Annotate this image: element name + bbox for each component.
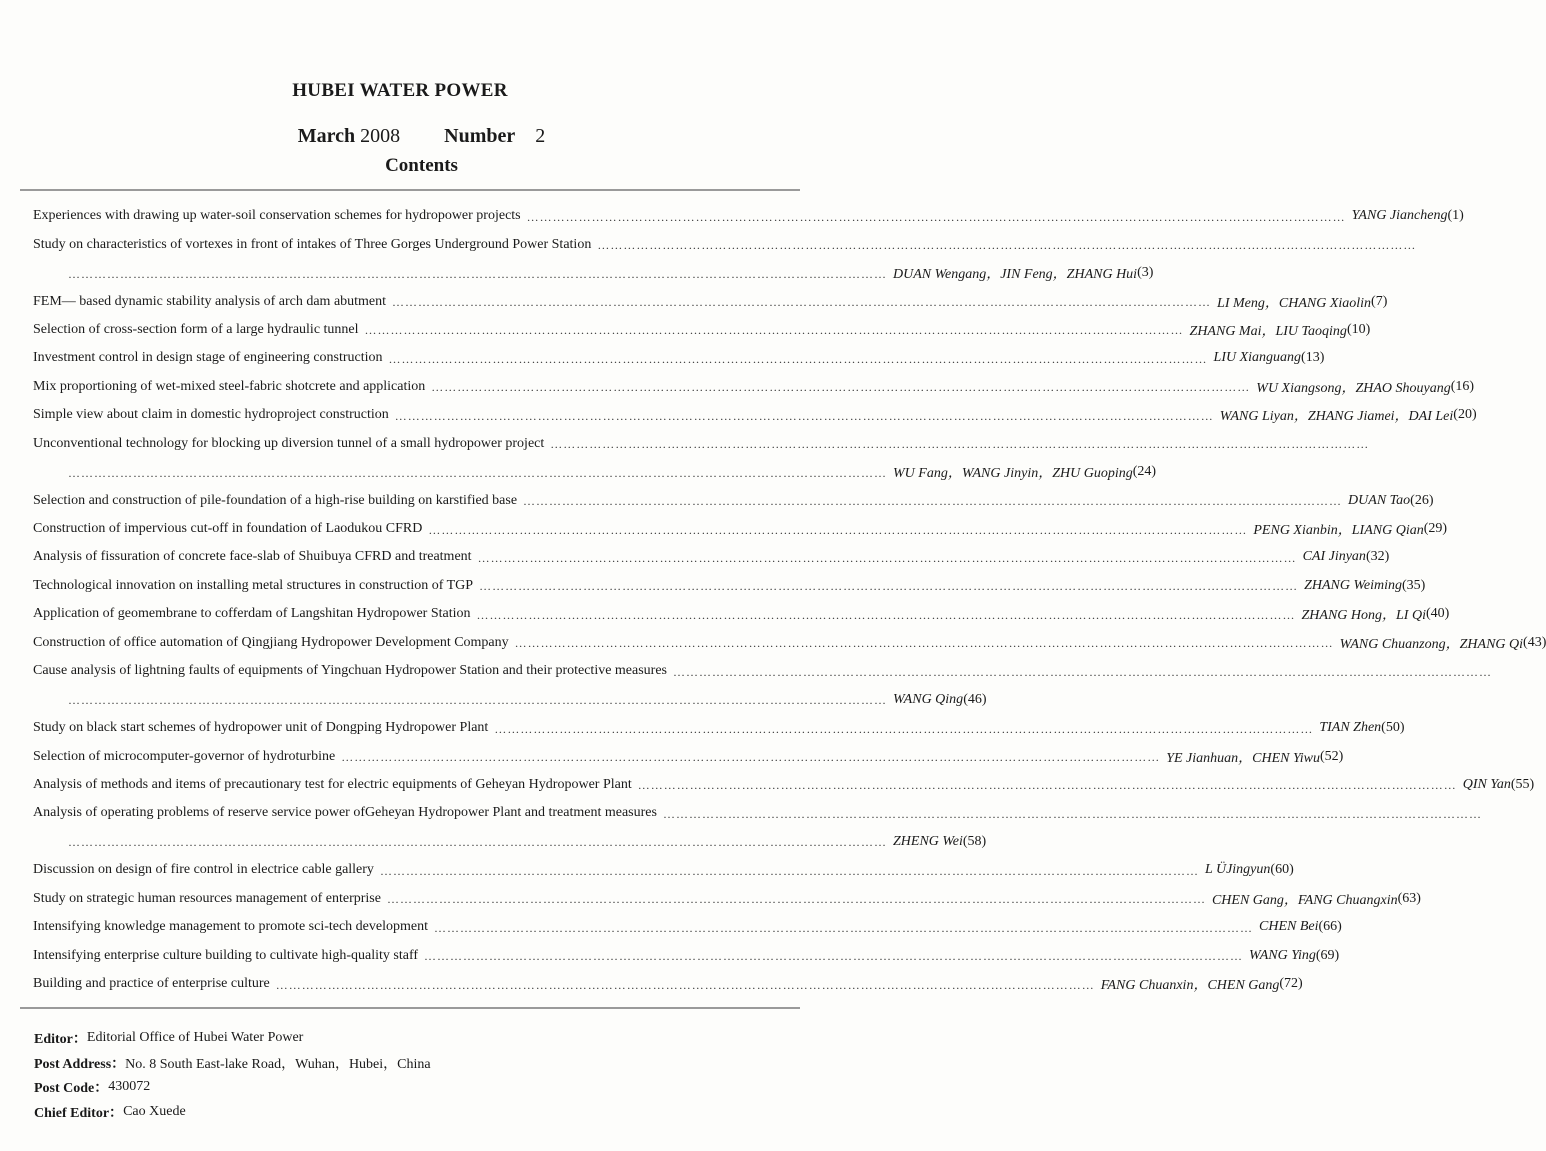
toc-entry	[33, 572, 1426, 600]
toc-leader-dots: ………………………………………………………………………………………………………………………………………………………………………	[597, 238, 1417, 253]
issue-month: March	[297, 125, 356, 147]
toc-entry-authors: ZHENG Wei	[893, 833, 963, 849]
toc-entry-page: (55)	[1510, 776, 1535, 792]
toc-entry-authors: WANG Liyan，ZHANG Jiamei，DAI Lei	[1219, 409, 1454, 425]
toc-entry-title: Analysis of operating problems of reserve service power ofGeheyan Hydropower Plant and treatment measures	[33, 805, 657, 821]
toc-entry-continuation	[33, 685, 987, 713]
toc-entry-page: (52)	[1319, 748, 1344, 764]
editor-line	[34, 1026, 431, 1051]
issue-line	[0, 125, 843, 148]
toc-entry-authors: LIU Xianguang	[1213, 350, 1302, 366]
toc-entry-page: (46)	[963, 691, 987, 707]
toc-entry-page: (63)	[1397, 890, 1421, 906]
toc-entry-authors: YANG Jiancheng	[1351, 208, 1448, 224]
toc-leader-dots: ………………………………………………………………………………………………………………………………………………………………………	[476, 607, 1296, 622]
toc-entry-title: Technological innovation on installing metal structures in construction of TGP	[33, 577, 474, 593]
toc-entry-authors: WANG Chuanzong，ZHANG Qi	[1339, 636, 1524, 652]
toc-entry-authors: TIAN Zhen	[1319, 720, 1382, 736]
toc-entry-title: Study on characteristics of vortexes in front of intakes of Three Gorges Underground Power Station	[33, 236, 592, 252]
toc-entry-authors: LI Meng，CHANG Xiaolin	[1217, 295, 1372, 311]
toc-leader-dots: ………………………………………………………………………………………………………………………………………………………………………	[275, 977, 1095, 992]
table-of-contents	[33, 202, 1546, 998]
toc-leader-dots: ………………………………………………………………………………………………………………………………………………………………………	[479, 579, 1299, 594]
toc-leader-dots: ………………………………………………………………………………………………………………………………………………………………………	[523, 494, 1343, 509]
toc-entry-authors: CHEN Gang，FANG Chuangxin	[1211, 892, 1398, 908]
toc-entry-page: (60)	[1270, 862, 1294, 878]
toc-entry-page: (24)	[1132, 464, 1157, 480]
toc-entry	[33, 600, 1450, 628]
toc-entry-page: (26)	[1410, 492, 1434, 508]
toc-entry	[33, 486, 1434, 514]
toc-leader-dots: ………………………………………………………………………………………………………………………………………………………………………	[386, 892, 1206, 907]
toc-entry-authors: DUAN Tao	[1348, 492, 1411, 508]
toc-entry-title: Analysis of methods and items of precautionary test for electric equipments of Geheyan Hydropower Plant	[33, 776, 632, 792]
toc-leader-dots: ………………………………………………………………………………………………………………………………………………………………………	[388, 351, 1208, 366]
chief-editor-label: Chief Editor：	[34, 1105, 124, 1121]
toc-entry-authors: WU Xiangsong，ZHAO Shouyang	[1256, 380, 1451, 396]
toc-entry	[33, 771, 1535, 799]
toc-entry-title: Selection and construction of pile-foundation of a high-rise building on karstified base	[33, 492, 518, 508]
toc-entry	[33, 657, 1493, 685]
toc-entry-authors: ZHANG Hong，LI Qi	[1301, 608, 1426, 624]
toc-entry-authors: ZHANG Mai，LIU Taoqing	[1189, 323, 1347, 339]
toc-entry-page: (16)	[1450, 378, 1475, 394]
address-line	[34, 1051, 431, 1076]
toc-entry	[33, 373, 1475, 401]
editor-value: Editorial Office of Hubei Water Power	[86, 1030, 304, 1046]
toc-entry-authors: WANG Ying	[1249, 947, 1316, 963]
toc-entry-title: Investment control in design stage of engineering construction	[33, 350, 383, 366]
toc-entry-title: Simple view about claim in domestic hydroproject construction	[33, 407, 389, 423]
toc-entry	[33, 401, 1477, 429]
toc-entry-authors: WANG Qing	[893, 691, 964, 707]
toc-entry-title: Intensifying knowledge management to promote sci-tech development	[33, 919, 428, 935]
toc-entry-page: (29)	[1423, 521, 1448, 537]
toc-leader-dots: ………………………………………………………………………………………………………………………………………………………………………	[392, 295, 1212, 310]
toc-leader-dots: ………………………………………………………………………………………………………………………………………………………………………	[637, 778, 1457, 793]
toc-entry-title: Study on strategic human resources management of enterprise	[33, 890, 381, 906]
toc-leader-dots: ………………………………………………………………………………………………………………………………………………………………………	[494, 721, 1314, 736]
journal-title: HUBEI WATER POWER	[292, 80, 508, 101]
toc-entry-page: (72)	[1279, 976, 1303, 992]
toc-entry-title: Cause analysis of lightning faults of equipments of Yingchuan Hydropower Station and their protective measures	[33, 663, 668, 679]
toc-entry-page: (66)	[1318, 919, 1342, 935]
toc-leader-dots: ………………………………………………………………………………………………………………………………………………………………………	[68, 465, 887, 480]
toc-leader-dots: ………………………………………………………………………………………………………………………………………………………………………	[379, 863, 1199, 878]
toc-entry	[33, 202, 1464, 230]
toc-entry-page: (32)	[1365, 549, 1390, 565]
toc-entry	[33, 970, 1303, 998]
toc-entry-authors: L ÜJingyun	[1204, 862, 1271, 878]
masthead-info	[34, 1026, 431, 1124]
toc-entry-title: Experiences with drawing up water-soil conservation schemes for hydropower projects	[33, 208, 521, 224]
postcode-label: Post Code：	[34, 1081, 109, 1097]
toc-entry-page: (50)	[1381, 720, 1405, 736]
toc-entry-page: (10)	[1346, 321, 1371, 337]
toc-entry-authors: CHEN Bei	[1259, 919, 1319, 935]
toc-entry-title: Selection of microcomputer-governor of hydroturbine	[33, 748, 336, 764]
toc-leader-dots: ………………………………………………………………………………………………………………………………………………………………………	[514, 636, 1334, 651]
toc-entry-title: Study on black start schemes of hydropower unit of Dongping Hydropower Plant	[33, 720, 489, 736]
postcode-line	[34, 1075, 431, 1100]
toc-entry	[33, 799, 1482, 827]
toc-entry-authors: QIN Yan	[1462, 776, 1511, 792]
toc-entry	[33, 885, 1421, 913]
toc-entry	[33, 714, 1405, 742]
toc-entry-page: (20)	[1453, 407, 1477, 423]
toc-entry-title: Unconventional technology for blocking up diversion tunnel of a small hydropower project	[33, 435, 545, 451]
toc-leader-dots: ………………………………………………………………………………………………………………………………………………………………………	[341, 750, 1161, 765]
toc-leader-dots: ………………………………………………………………………………………………………………………………………………………………………	[526, 209, 1346, 224]
toc-leader-dots: ………………………………………………………………………………………………………………………………………………………………………	[424, 949, 1244, 964]
toc-entry	[33, 287, 1388, 315]
toc-entry-title: FEM— based dynamic stability analysis of arch dam abutment	[33, 293, 387, 309]
toc-entry-page: (43)	[1523, 634, 1546, 650]
issue-number: 2	[535, 125, 546, 147]
toc-leader-dots: ………………………………………………………………………………………………………………………………………………………………………	[434, 920, 1253, 935]
toc-entry	[33, 742, 1344, 770]
toc-entry-title: Intensifying enterprise culture building to cultivate high-quality staff	[33, 947, 419, 963]
toc-leader-dots: ………………………………………………………………………………………………………………………………………………………………………	[364, 323, 1184, 338]
toc-entry	[33, 913, 1342, 941]
toc-entry-continuation	[33, 259, 1154, 287]
toc-entry-authors: CAI Jinyan	[1302, 549, 1366, 565]
toc-entry-authors: YE Jianhuan，CHEN Yiwu	[1166, 750, 1320, 766]
toc-leader-dots: ………………………………………………………………………………………………………………………………………………………………………	[550, 437, 1370, 452]
toc-entry	[33, 515, 1448, 543]
toc-entry-title: Application of geomembrane to cofferdam of Langshitan Hydropower Station	[33, 606, 471, 622]
toc-entry	[33, 430, 1370, 458]
toc-entry-title: Analysis of fissuration of concrete face-slab of Shuibuya CFRD and treatment	[33, 549, 472, 565]
toc-entry-page: (58)	[962, 833, 987, 849]
toc-entry-title: Selection of cross-section form of a large hydraulic tunnel	[33, 321, 359, 337]
toc-entry-page: (40)	[1425, 606, 1450, 622]
top-divider	[20, 189, 800, 191]
editor-label: Editor：	[34, 1032, 87, 1048]
chief-editor-line	[34, 1100, 431, 1125]
toc-entry-page: (69)	[1315, 947, 1340, 963]
toc-entry-authors: DUAN Wengang，JIN Feng，ZHANG Hui	[893, 267, 1138, 283]
postcode-value: 430072	[108, 1079, 151, 1095]
toc-entry	[33, 856, 1294, 884]
toc-entry-continuation	[33, 828, 987, 856]
issue-number-label: Number	[444, 125, 516, 147]
address-value: No. 8 South East-lake Road，Wuhan，Hubei，China	[125, 1056, 431, 1072]
bottom-divider	[20, 1007, 800, 1009]
toc-entry	[33, 941, 1340, 969]
toc-entry-title: Construction of office automation of Qingjiang Hydropower Development Company	[33, 634, 509, 650]
toc-leader-dots: ………………………………………………………………………………………………………………………………………………………………………	[68, 835, 887, 850]
toc-entry	[33, 344, 1325, 372]
toc-entry-page: (7)	[1371, 293, 1388, 309]
toc-entry-page: (3)	[1137, 265, 1154, 281]
toc-leader-dots: ………………………………………………………………………………………………………………………………………………………………………	[662, 806, 1482, 821]
toc-leader-dots: ………………………………………………………………………………………………………………………………………………………………………	[428, 522, 1248, 537]
toc-entry-title: Discussion on design of fire control in electrice cable gallery	[33, 862, 374, 878]
toc-entry-page: (35)	[1401, 577, 1426, 593]
toc-entry-continuation	[33, 458, 1157, 486]
toc-entry-title: Mix proportioning of wet-mixed steel-fabric shotcrete and application	[33, 378, 426, 394]
toc-entry-title: Building and practice of enterprise culture	[33, 976, 270, 992]
toc-entry-authors: FANG Chuanxin，CHEN Gang	[1100, 978, 1280, 994]
toc-entry	[33, 316, 1371, 344]
issue-year: 2008	[360, 125, 401, 147]
toc-entry	[33, 629, 1546, 657]
toc-leader-dots: ………………………………………………………………………………………………………………………………………………………………………	[477, 550, 1297, 565]
toc-leader-dots: ………………………………………………………………………………………………………………………………………………………………………	[68, 693, 887, 708]
toc-entry-page: (1)	[1447, 208, 1464, 224]
toc-entry-page: (13)	[1301, 350, 1325, 366]
toc-entry-authors: ZHANG Weiming	[1304, 577, 1402, 593]
toc-leader-dots: ………………………………………………………………………………………………………………………………………………………………………	[431, 380, 1251, 395]
toc-entry	[33, 230, 1417, 258]
toc-entry-title: Construction of impervious cut-off in foundation of Laodukou CFRD	[33, 521, 423, 537]
chief-editor-value: Cao Xuede	[123, 1103, 186, 1119]
contents-heading: Contents	[385, 155, 458, 176]
toc-leader-dots: ………………………………………………………………………………………………………………………………………………………………………	[673, 664, 1493, 679]
toc-entry-authors: PENG Xianbin，LIANG Qian	[1253, 523, 1424, 539]
address-label: Post Address：	[34, 1056, 126, 1072]
toc-leader-dots: ………………………………………………………………………………………………………………………………………………………………………	[394, 408, 1214, 423]
toc-entry	[33, 543, 1390, 571]
toc-leader-dots: ………………………………………………………………………………………………………………………………………………………………………	[68, 266, 887, 281]
toc-entry-authors: WU Fang，WANG Jinyin，ZHU Guoping	[893, 466, 1133, 482]
